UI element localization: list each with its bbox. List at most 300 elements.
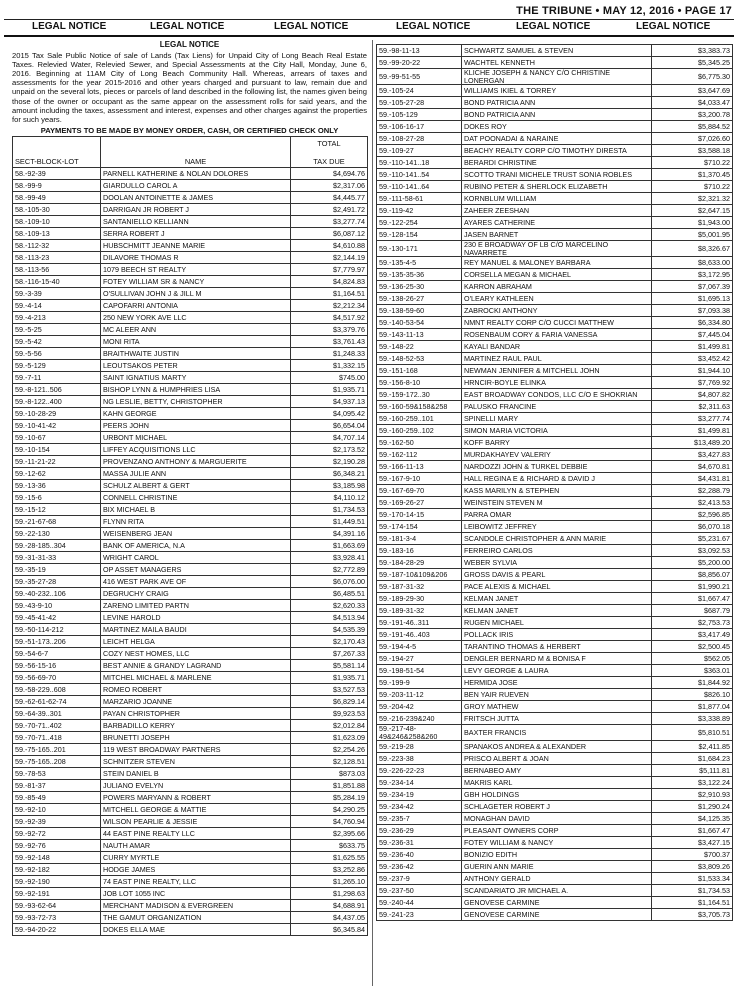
table-row [13, 852, 368, 864]
row-sect-block-lot: 59.-136-25-30 [377, 281, 462, 293]
table-row [377, 109, 733, 121]
row-owner-name: RUGEN MICHAEL [462, 617, 652, 629]
table-row [377, 217, 733, 229]
row-sect-block-lot: 59.-111-58-61 [377, 193, 462, 205]
table-row [377, 305, 733, 317]
row-sect-block-lot: 59.-189-31-32 [377, 605, 462, 617]
row-tax-due: $363.01 [652, 665, 733, 677]
table-row [377, 241, 733, 257]
row-tax-due: $5,284.19 [291, 792, 368, 804]
row-tax-due: $8,633.00 [652, 257, 733, 269]
table-row [13, 660, 368, 672]
row-sect-block-lot: 59.-99-20-22 [377, 57, 462, 69]
row-tax-due: $826.10 [652, 689, 733, 701]
row-tax-due: $2,500.45 [652, 641, 733, 653]
row-owner-name: GUERIN ANN MARIE [462, 861, 652, 873]
row-tax-due: $3,705.73 [652, 909, 733, 921]
table-row [377, 689, 733, 701]
page-title: THE TRIBUNE • MAY 12, 2016 • PAGE 17 [516, 5, 732, 17]
row-sect-block-lot: 59.-10-154 [13, 444, 101, 456]
row-sect-block-lot: 59.-93-72-73 [13, 912, 101, 924]
row-sect-block-lot: 59.-92-190 [13, 876, 101, 888]
row-sect-block-lot: 59.-234-14 [377, 777, 462, 789]
table-row [377, 317, 733, 329]
row-owner-name: PARNELL KATHERINE & NOLAN DOLORES [101, 168, 291, 180]
row-sect-block-lot: 59.-119-42 [377, 205, 462, 217]
table-row [377, 665, 733, 677]
table-row [377, 557, 733, 569]
table-row [13, 708, 368, 720]
table-row [13, 252, 368, 264]
table-row [377, 461, 733, 473]
row-sect-block-lot: 58.-105-30 [13, 204, 101, 216]
row-sect-block-lot: 59.-31-31-33 [13, 552, 101, 564]
row-tax-due: $6,334.80 [652, 317, 733, 329]
row-sect-block-lot: 59.-4-14 [13, 300, 101, 312]
row-sect-block-lot: 59.-160-259..101 [377, 413, 462, 425]
row-owner-name: MURDAKHAYEV VALERIY [462, 449, 652, 461]
table-row [13, 756, 368, 768]
row-tax-due: $4,431.81 [652, 473, 733, 485]
row-tax-due: $3,172.95 [652, 269, 733, 281]
row-tax-due: $1,851.88 [291, 780, 368, 792]
row-sect-block-lot: 59.-5-25 [13, 324, 101, 336]
row-sect-block-lot: 59.-106-16-17 [377, 121, 462, 133]
row-sect-block-lot: 59.-170-14-15 [377, 509, 462, 521]
row-owner-name: SCHNITZER STEVEN [101, 756, 291, 768]
row-owner-name: 230 E BROADWAY OF LB C/O MARCELINO NAVARRETE [462, 241, 652, 257]
row-sect-block-lot: 59.-75-165..201 [13, 744, 101, 756]
row-sect-block-lot: 58.-113-23 [13, 252, 101, 264]
row-tax-due: $4,445.77 [291, 192, 368, 204]
row-owner-name: CURRY MYRTLE [101, 852, 291, 864]
row-sect-block-lot: 59.-167-9-10 [377, 473, 462, 485]
table-row [13, 456, 368, 468]
row-tax-due: $4,391.16 [291, 528, 368, 540]
row-sect-block-lot: 59.-135-4-5 [377, 257, 462, 269]
row-owner-name: SIMON MARIA VICTORIA [462, 425, 652, 437]
row-owner-name: BERARDI CHRISTINE [462, 157, 652, 169]
table-row [377, 157, 733, 169]
table-row [13, 348, 368, 360]
row-owner-name: LEOUTSAKOS PETER [101, 360, 291, 372]
row-sect-block-lot: 59.-143-11-13 [377, 329, 462, 341]
table-row [377, 653, 733, 665]
row-owner-name: KELMAN JANET [462, 593, 652, 605]
row-sect-block-lot: 59.-15-6 [13, 492, 101, 504]
row-sect-block-lot: 59.-191-46..403 [377, 629, 462, 641]
row-owner-name: MONI RITA [101, 336, 291, 348]
row-sect-block-lot: 59.-138-59-60 [377, 305, 462, 317]
table-row [377, 97, 733, 109]
row-tax-due: $1,990.21 [652, 581, 733, 593]
row-owner-name: MASSA JULIE ANN [101, 468, 291, 480]
payment-note: PAYMENTS TO BE MADE BY MONEY ORDER, CASH, OR CERTIFIED CHECK ONLY [40, 125, 339, 135]
row-owner-name: POLLACK IRIS [462, 629, 652, 641]
table-row [13, 864, 368, 876]
table-row [13, 540, 368, 552]
row-tax-due: $13,489.20 [652, 437, 733, 449]
row-owner-name: GIARDULLO CAROL A [101, 180, 291, 192]
row-sect-block-lot: 59.-194-27 [377, 653, 462, 665]
row-tax-due: $1,877.04 [652, 701, 733, 713]
row-tax-due: $2,311.63 [652, 401, 733, 413]
row-tax-due: $4,807.82 [652, 389, 733, 401]
row-owner-name: 74 EAST PINE REALTY, LLC [101, 876, 291, 888]
header-total: TOTAL [317, 139, 341, 148]
row-tax-due: $710.22 [652, 181, 733, 193]
row-tax-due: $1,734.53 [291, 504, 368, 516]
table-row [377, 205, 733, 217]
row-owner-name: ROSENBAUM CORY & FARIA VANESSA [462, 329, 652, 341]
row-owner-name: GROY MATHEW [462, 701, 652, 713]
row-sect-block-lot: 59.-236-42 [377, 861, 462, 873]
row-tax-due: $1,499.81 [652, 425, 733, 437]
row-owner-name: FRITSCH JUTTA [462, 713, 652, 725]
row-tax-due: $2,620.33 [291, 600, 368, 612]
row-owner-name: BOND PATRICIA ANN [462, 109, 652, 121]
row-sect-block-lot: 59.-148-52-53 [377, 353, 462, 365]
table-row [377, 329, 733, 341]
row-owner-name: BANK OF AMERICA, N.A [101, 540, 291, 552]
row-tax-due: $1,944.10 [652, 365, 733, 377]
row-sect-block-lot: 59.-10-28-29 [13, 408, 101, 420]
row-owner-name: PRISCO ALBERT & JOAN [462, 753, 652, 765]
table-row [13, 276, 368, 288]
row-owner-name: NAUTH AMAR [101, 840, 291, 852]
row-sect-block-lot: 59.-21-67-68 [13, 516, 101, 528]
row-sect-block-lot: 59.-3-39 [13, 288, 101, 300]
row-sect-block-lot: 59.-240-44 [377, 897, 462, 909]
row-tax-due: $4,937.13 [291, 396, 368, 408]
table-row [377, 861, 733, 873]
row-sect-block-lot: 58.-92-39 [13, 168, 101, 180]
row-tax-due: $4,760.94 [291, 816, 368, 828]
row-tax-due: $5,231.67 [652, 533, 733, 545]
row-tax-due: $3,588.18 [652, 145, 733, 157]
row-tax-due: $2,411.85 [652, 741, 733, 753]
notice-label: LEGAL NOTICE [150, 21, 225, 32]
row-owner-name: HODGE JAMES [101, 864, 291, 876]
row-tax-due: $2,395.66 [291, 828, 368, 840]
row-sect-block-lot: 59.-78-53 [13, 768, 101, 780]
row-owner-name: JULIANO EVELYN [101, 780, 291, 792]
row-tax-due: $1,667.47 [652, 593, 733, 605]
row-tax-due: $1,449.51 [291, 516, 368, 528]
row-owner-name: MERCHANT MADISON & EVERGREEN [101, 900, 291, 912]
row-sect-block-lot: 59.-5-129 [13, 360, 101, 372]
row-tax-due: $7,779.97 [291, 264, 368, 276]
tax-lien-table-right [376, 44, 733, 921]
row-sect-block-lot: 59.-187-10&109&206 [377, 569, 462, 581]
row-owner-name: PLEASANT OWNERS CORP [462, 825, 652, 837]
row-sect-block-lot: 59.-223-38 [377, 753, 462, 765]
row-tax-due: $1,164.51 [291, 288, 368, 300]
row-owner-name: SANTANIELLO KELLIANN [101, 216, 291, 228]
row-sect-block-lot: 59.-35-27-28 [13, 576, 101, 588]
row-owner-name: SPANAKOS ANDREA & ALEXANDER [462, 741, 652, 753]
row-owner-name: MC ALEER ANN [101, 324, 291, 336]
row-owner-name: 250 NEW YORK AVE LLC [101, 312, 291, 324]
table-row [377, 713, 733, 725]
row-owner-name: SCHULZ ALBERT & GERT [101, 480, 291, 492]
row-tax-due: $3,122.24 [652, 777, 733, 789]
row-sect-block-lot: 59.-109-27 [377, 145, 462, 157]
row-sect-block-lot: 58.-116-15-40 [13, 276, 101, 288]
row-owner-name: SAINT IGNATIUS MARTY [101, 372, 291, 384]
row-tax-due: $2,190.28 [291, 456, 368, 468]
table-row [13, 612, 368, 624]
table-row [377, 909, 733, 921]
legal-notice-strip [0, 21, 738, 33]
table-row [13, 468, 368, 480]
row-tax-due: $3,527.53 [291, 684, 368, 696]
row-sect-block-lot: 59.-234-19 [377, 789, 462, 801]
row-owner-name: CORSELLA MEGAN & MICHAEL [462, 269, 652, 281]
row-tax-due: $6,345.84 [291, 924, 368, 936]
row-sect-block-lot: 59.-5-56 [13, 348, 101, 360]
table-row [13, 408, 368, 420]
row-tax-due: $2,254.26 [291, 744, 368, 756]
table-row [13, 924, 368, 936]
table-row [13, 792, 368, 804]
table-row [13, 240, 368, 252]
row-owner-name: 44 EAST PINE REALTY LLC [101, 828, 291, 840]
row-owner-name: KOFF BARRY [462, 437, 652, 449]
row-sect-block-lot: 59.-51-173..206 [13, 636, 101, 648]
table-row [377, 425, 733, 437]
row-sect-block-lot: 59.-156-8-10 [377, 377, 462, 389]
row-sect-block-lot: 59.-110-141..54 [377, 169, 462, 181]
row-owner-name: JASEN BARNET [462, 229, 652, 241]
table-row [377, 765, 733, 777]
row-tax-due: $1,935.71 [291, 384, 368, 396]
row-owner-name: BARBADILLO KERRY [101, 720, 291, 732]
row-tax-due: $1,533.34 [652, 873, 733, 885]
row-tax-due: $6,654.04 [291, 420, 368, 432]
row-tax-due: $633.75 [291, 840, 368, 852]
row-owner-name: FOTEY WILLIAM SR & NANCY [101, 276, 291, 288]
table-row [377, 569, 733, 581]
row-owner-name: BONIZIO EDITH [462, 849, 652, 861]
row-sect-block-lot: 59.-105-24 [377, 85, 462, 97]
row-owner-name: URBONT MICHAEL [101, 432, 291, 444]
table-row [377, 121, 733, 133]
row-owner-name: PACE ALEXIS & MICHAEL [462, 581, 652, 593]
table-row [377, 57, 733, 69]
row-sect-block-lot: 59.-58-229..608 [13, 684, 101, 696]
row-tax-due: $3,338.89 [652, 713, 733, 725]
row-sect-block-lot: 58.-99-9 [13, 180, 101, 192]
table-row [377, 581, 733, 593]
row-sect-block-lot: 59.-203-11-12 [377, 689, 462, 701]
row-owner-name: HUBSCHMITT JEANNE MARIE [101, 240, 291, 252]
masthead [0, 0, 738, 32]
row-sect-block-lot: 59.-92-148 [13, 852, 101, 864]
row-tax-due: $8,326.67 [652, 241, 733, 257]
table-row [377, 229, 733, 241]
row-tax-due: $2,288.79 [652, 485, 733, 497]
row-tax-due: $710.22 [652, 157, 733, 169]
notice-label: LEGAL NOTICE [274, 21, 349, 32]
row-owner-name: SCOTTO TRANI MICHELE TRUST SONIA ROBLES [462, 169, 652, 181]
row-tax-due: $4,513.94 [291, 612, 368, 624]
row-tax-due: $4,610.88 [291, 240, 368, 252]
row-owner-name: BRAITHWAITE JUSTIN [101, 348, 291, 360]
row-tax-due: $5,581.14 [291, 660, 368, 672]
table-row [13, 516, 368, 528]
row-sect-block-lot: 59.-7-11 [13, 372, 101, 384]
row-owner-name: MONAGHAN DAVID [462, 813, 652, 825]
row-owner-name: KORNBLUM WILLIAM [462, 193, 652, 205]
notice-label: LEGAL NOTICE [636, 21, 711, 32]
table-row [13, 804, 368, 816]
row-sect-block-lot: 59.-54-6-7 [13, 648, 101, 660]
row-owner-name: BISHOP LYNN & HUMPHRIES LISA [101, 384, 291, 396]
row-sect-block-lot: 59.-11-21-22 [13, 456, 101, 468]
row-sect-block-lot: 59.-70-71..418 [13, 732, 101, 744]
row-sect-block-lot: 59.-45-41-42 [13, 612, 101, 624]
row-owner-name: ZABROCKI ANTHONY [462, 305, 652, 317]
row-tax-due: $3,761.43 [291, 336, 368, 348]
table-row [13, 780, 368, 792]
row-sect-block-lot: 59.-92-39 [13, 816, 101, 828]
row-owner-name: MARTINEZ RAUL PAUL [462, 353, 652, 365]
row-sect-block-lot: 59.-236-29 [377, 825, 462, 837]
row-owner-name: SCANDARIATO JR MICHAEL A. [462, 885, 652, 897]
row-owner-name: DENGLER BERNARD M & BONISA F [462, 653, 652, 665]
notice-label: LEGAL NOTICE [516, 21, 591, 32]
header-taxdue-label: TAX DUE [313, 157, 345, 166]
row-tax-due: $2,321.32 [652, 193, 733, 205]
row-tax-due: $6,087.12 [291, 228, 368, 240]
table-row [377, 281, 733, 293]
table-row [377, 753, 733, 765]
row-tax-due: $1,663.69 [291, 540, 368, 552]
row-sect-block-lot: 59.-204-42 [377, 701, 462, 713]
row-owner-name: WACHTEL KENNETH [462, 57, 652, 69]
row-sect-block-lot: 59.-94-20-22 [13, 924, 101, 936]
row-owner-name: CONNELL CHRISTINE [101, 492, 291, 504]
row-sect-block-lot: 59.-183-16 [377, 545, 462, 557]
row-sect-block-lot: 59.-216-239&240 [377, 713, 462, 725]
table-row [377, 389, 733, 401]
row-tax-due: $745.00 [291, 372, 368, 384]
table-row [377, 69, 733, 85]
row-tax-due: $873.03 [291, 768, 368, 780]
row-tax-due: $5,111.81 [652, 765, 733, 777]
row-owner-name: JOB LOT 1055 INC [101, 888, 291, 900]
row-sect-block-lot: 59.-135-35-36 [377, 269, 462, 281]
row-sect-block-lot: 59.-105-27-28 [377, 97, 462, 109]
row-sect-block-lot: 59.-194-4-5 [377, 641, 462, 653]
row-owner-name: MITCHEL MICHAEL & MARLENE [101, 672, 291, 684]
row-owner-name: HALL REGINA E & RICHARD & DAVID J [462, 473, 652, 485]
row-owner-name: WEISENBERG JEAN [101, 528, 291, 540]
row-tax-due: $1,695.13 [652, 293, 733, 305]
row-sect-block-lot: 59.-187-31-32 [377, 581, 462, 593]
row-sect-block-lot: 59.-92-182 [13, 864, 101, 876]
table-row [377, 473, 733, 485]
row-owner-name: WILLIAMS IKIEL & TORREY [462, 85, 652, 97]
row-owner-name: KASS MARILYN & STEPHEN [462, 485, 652, 497]
row-sect-block-lot: 59.-138-26-27 [377, 293, 462, 305]
row-tax-due: $1,623.09 [291, 732, 368, 744]
row-owner-name: BEST ANNIE & GRANDY LAGRAND [101, 660, 291, 672]
row-owner-name: REY MANUEL & MALONEY BARBARA [462, 257, 652, 269]
row-owner-name: AYARES CATHERINE [462, 217, 652, 229]
row-tax-due: $4,437.05 [291, 912, 368, 924]
row-tax-due: $2,173.52 [291, 444, 368, 456]
row-tax-due: $5,884.52 [652, 121, 733, 133]
table-row [377, 777, 733, 789]
column-divider [372, 40, 373, 986]
row-sect-block-lot: 59.-237-50 [377, 885, 462, 897]
row-sect-block-lot: 58.-99-49 [13, 192, 101, 204]
row-tax-due: $7,445.04 [652, 329, 733, 341]
row-sect-block-lot: 59.-92-191 [13, 888, 101, 900]
row-tax-due: $1,844.92 [652, 677, 733, 689]
table-row [377, 641, 733, 653]
table-row [377, 813, 733, 825]
row-owner-name: PARRA OMAR [462, 509, 652, 521]
row-tax-due: $2,413.53 [652, 497, 733, 509]
table-row [13, 696, 368, 708]
row-owner-name: FOTEY WILLIAM & NANCY [462, 837, 652, 849]
masthead-rule [4, 19, 734, 20]
row-sect-block-lot: 59.-5-42 [13, 336, 101, 348]
table-row [377, 181, 733, 193]
row-tax-due: $3,427.15 [652, 837, 733, 849]
row-sect-block-lot: 59.-110-141..18 [377, 157, 462, 169]
row-sect-block-lot: 58.-109-10 [13, 216, 101, 228]
row-owner-name: PAYAN CHRISTOPHER [101, 708, 291, 720]
row-sect-block-lot: 59.-217-48-49&246&258&260 [377, 725, 462, 741]
row-tax-due: $7,267.33 [291, 648, 368, 660]
row-sect-block-lot: 59.-22-130 [13, 528, 101, 540]
row-owner-name: KARRON ABRAHAM [462, 281, 652, 293]
row-owner-name: BERNABEO AMY [462, 765, 652, 777]
row-owner-name: DOOLAN ANTOINETTE & JAMES [101, 192, 291, 204]
table-row [13, 336, 368, 348]
table-row [13, 564, 368, 576]
table-row [377, 169, 733, 181]
row-owner-name: NEWMAN JENNIFER & MITCHELL JOHN [462, 365, 652, 377]
row-sect-block-lot: 59.-184-28-29 [377, 557, 462, 569]
row-owner-name: HERMIDA JOSE [462, 677, 652, 689]
row-sect-block-lot: 59.-181-3-4 [377, 533, 462, 545]
table-row [13, 480, 368, 492]
row-sect-block-lot: 59.-148-22 [377, 341, 462, 353]
notice-heading: LEGAL NOTICE [159, 40, 220, 49]
row-tax-due: $5,001.95 [652, 229, 733, 241]
row-tax-due: $2,753.73 [652, 617, 733, 629]
row-sect-block-lot: 59.-15-12 [13, 504, 101, 516]
row-owner-name: 119 WEST BROADWAY PARTNERS [101, 744, 291, 756]
row-sect-block-lot: 59.-28-185..304 [13, 540, 101, 552]
row-tax-due: $1,625.55 [291, 852, 368, 864]
table-row [13, 888, 368, 900]
row-owner-name: DOKES ELLA MAE [101, 924, 291, 936]
row-sect-block-lot: 59.-70-71..402 [13, 720, 101, 732]
notice-label: LEGAL NOTICE [396, 21, 471, 32]
row-sect-block-lot: 58.-113-56 [13, 264, 101, 276]
row-tax-due: $2,491.72 [291, 204, 368, 216]
table-row [377, 45, 733, 57]
row-tax-due: $2,012.84 [291, 720, 368, 732]
table-row [377, 413, 733, 425]
row-sect-block-lot: 59.-10-67 [13, 432, 101, 444]
